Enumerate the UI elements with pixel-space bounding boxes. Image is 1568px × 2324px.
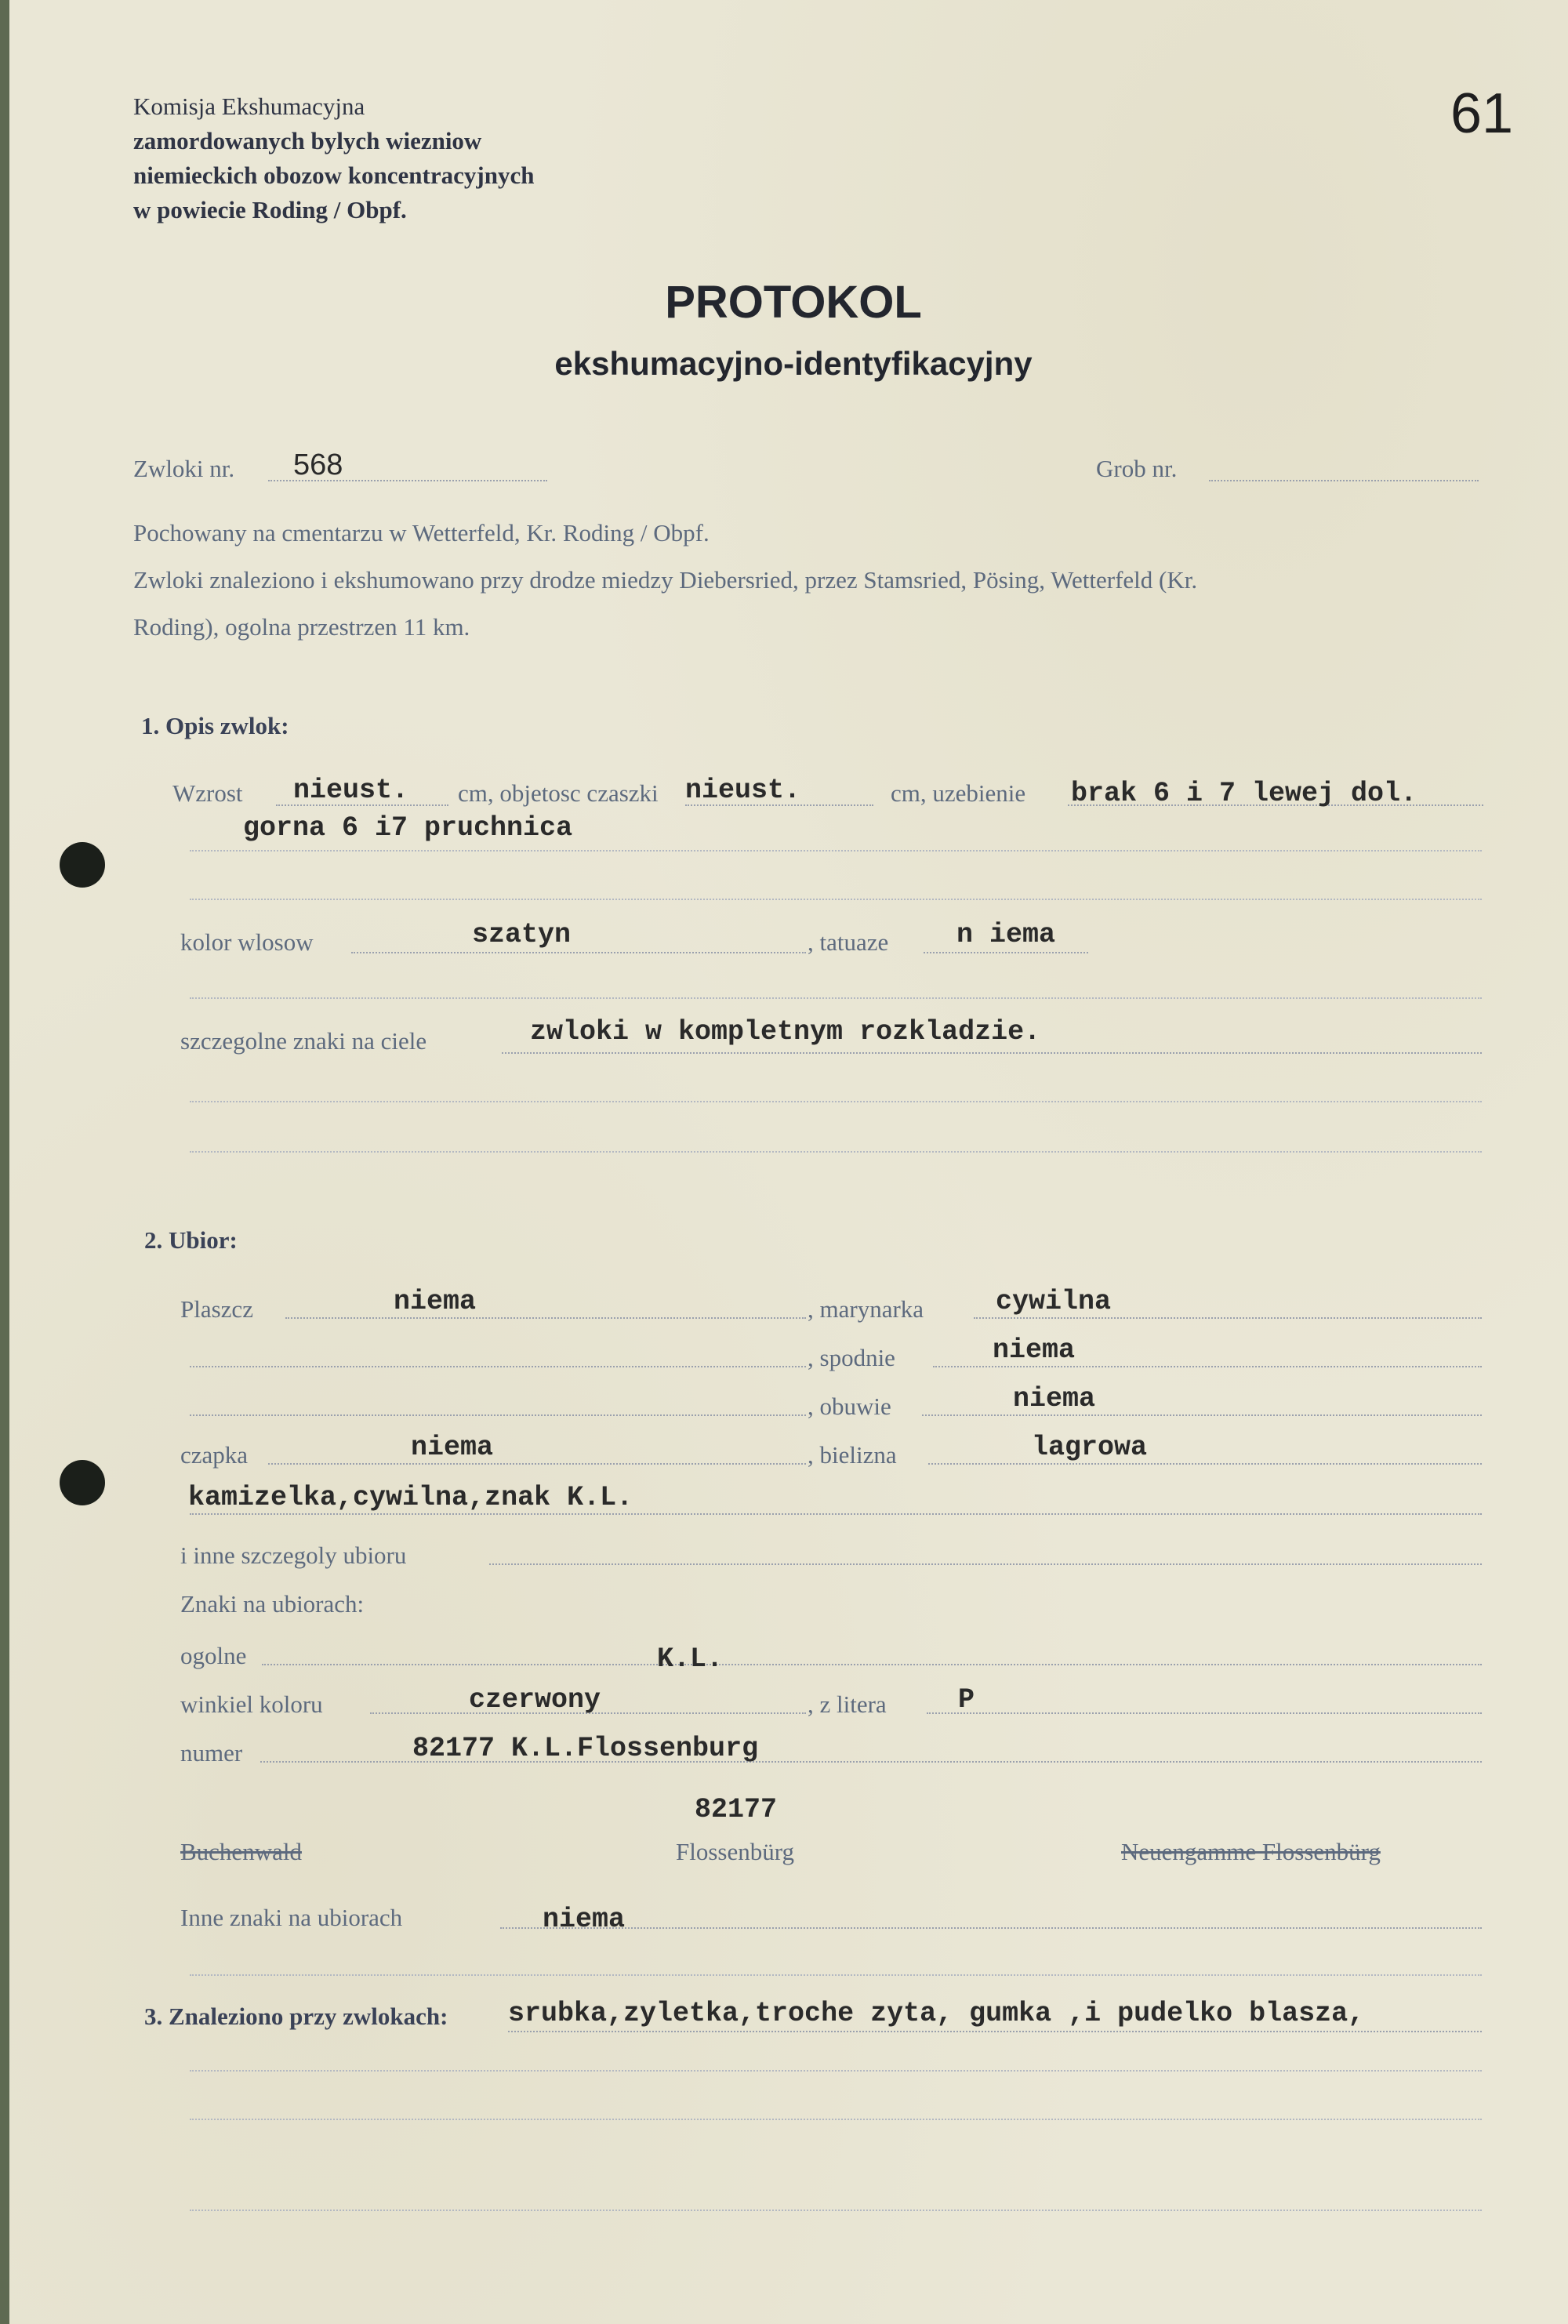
buchenwald-label: Buchenwald xyxy=(180,1838,302,1865)
litera-dots xyxy=(927,1712,1482,1714)
wzrost-value: nieust. xyxy=(293,775,409,806)
neuengamme-flossenburg-label: Neuengamme Flossenbürg xyxy=(1121,1838,1381,1865)
wzrost-label: Wzrost xyxy=(172,779,243,807)
inne-znaki-value: niema xyxy=(543,1904,626,1935)
ogolne-value: K.L. xyxy=(657,1643,724,1675)
found-text-line-1: Zwloki znaleziono i ekshumowano przy drodze miedzy Diebersried, przez Stamsried, Pösing, Wetterfeld (Kr. xyxy=(133,566,1198,594)
inne-szczegoly-label: i inne szczegoly ubioru xyxy=(180,1541,407,1569)
section-2-heading: 2. Ubior: xyxy=(144,1226,238,1254)
winkiel-label: winkiel koloru xyxy=(180,1690,323,1718)
burial-text: Pochowany na cmentarzu w Wetterfeld, Kr. Roding / Obpf. xyxy=(133,519,710,547)
litera-value: P xyxy=(958,1684,975,1716)
plaszcz-value: niema xyxy=(394,1286,477,1317)
flossenburg-label: Flossenbürg xyxy=(676,1838,795,1865)
ogolne-dots xyxy=(262,1664,1482,1665)
numer-value: 82177 K.L.Flossenburg xyxy=(412,1733,759,1764)
numer-label: numer xyxy=(180,1739,243,1767)
bielizna-value: lagrowa xyxy=(1032,1432,1148,1463)
obuwie-left-dots xyxy=(190,1414,806,1416)
punch-hole-bottom xyxy=(60,1460,105,1505)
cm-uzebienie-label: cm, uzebienie xyxy=(891,779,1026,807)
section-1-heading: 1. Opis zwlok: xyxy=(141,712,289,739)
zwloki-value: 568 xyxy=(293,448,343,481)
kolor-wlosow-value: szatyn xyxy=(472,919,572,950)
uzebienie-line-2 xyxy=(190,899,1482,900)
grob-dots xyxy=(1209,480,1479,481)
ogolne-label: ogolne xyxy=(180,1642,247,1669)
section-3-heading: 3. Znaleziono przy zwlokach: xyxy=(144,2003,448,2030)
kolor-wlosow-label: kolor wlosow xyxy=(180,928,314,956)
plaszcz-label: Plaszcz xyxy=(180,1295,253,1323)
spodnie-dots xyxy=(933,1366,1482,1367)
obuwie-label: , obuwie xyxy=(808,1393,891,1420)
kolor-wlosow-dots xyxy=(351,952,806,953)
czapka-dots xyxy=(268,1463,806,1465)
znaki-line-2 xyxy=(190,1151,1482,1153)
znaleziono-dots xyxy=(508,2031,1482,2032)
found-text-line-2: Roding), ogolna przestrzen 11 km. xyxy=(133,613,470,641)
spodnie-label: , spodnie xyxy=(808,1344,895,1371)
czaszka-dots xyxy=(685,804,873,806)
uzebienie-line-1 xyxy=(190,850,1482,852)
obuwie-value: niema xyxy=(1013,1383,1096,1414)
inne-znaki-line xyxy=(190,1974,1482,1976)
page-number: 61 xyxy=(1450,82,1514,145)
znaleziono-line-1 xyxy=(190,2070,1482,2072)
znaleziono-value: srubka,zyletka,troche zyta, gumka ,i pudelko blasza, xyxy=(508,1998,1365,2029)
punch-hole-top xyxy=(60,842,105,888)
document-page xyxy=(9,0,1568,2324)
document-title: PROTOKOL xyxy=(665,277,922,328)
marynarka-label: , marynarka xyxy=(808,1295,924,1323)
kamizelka-value: kamizelka,cywilna,znak K.L. xyxy=(188,1482,633,1513)
szczegolne-znaki-dots xyxy=(502,1052,1482,1054)
bielizna-label: , bielizna xyxy=(808,1441,897,1469)
inne-znaki-label: Inne znaki na ubiorach xyxy=(180,1904,403,1931)
bielizna-dots xyxy=(928,1463,1482,1465)
commission-line-3: niemieckich obozow koncentracyjnych xyxy=(133,162,535,189)
szczegolne-znaki-value: zwloki w kompletnym rozkladzie. xyxy=(530,1016,1041,1048)
czapka-value: niema xyxy=(411,1432,494,1463)
tatuaze-dots xyxy=(924,952,1088,953)
commission-line-2: zamordowanych bylych wiezniow xyxy=(133,127,482,154)
cm-objetosc-label: cm, objetosc czaszki xyxy=(458,779,659,807)
marynarka-value: cywilna xyxy=(996,1286,1112,1317)
inne-szczegoly-dots xyxy=(489,1563,1482,1565)
commission-line-4: w powiecie Roding / Obpf. xyxy=(133,196,407,223)
czapka-label: czapka xyxy=(180,1441,249,1469)
kolor-line xyxy=(190,997,1482,999)
winkiel-value: czerwony xyxy=(469,1684,601,1716)
zwloki-label: Zwloki nr. xyxy=(133,455,235,482)
kamizelka-dots xyxy=(190,1513,1482,1515)
numer-second-value: 82177 xyxy=(695,1794,778,1825)
szczegolne-znaki-label: szczegolne znaki na ciele xyxy=(180,1027,427,1055)
znaleziono-line-3 xyxy=(190,2210,1482,2211)
znaki-line-1 xyxy=(190,1101,1482,1102)
obuwie-dots xyxy=(922,1414,1482,1416)
plaszcz-dots xyxy=(285,1317,806,1319)
uzebienie-continuation: gorna 6 i7 pruchnica xyxy=(243,812,573,844)
znaki-na-ubiorach-label: Znaki na ubiorach: xyxy=(180,1590,365,1618)
uzebienie-value: brak 6 i 7 lewej dol. xyxy=(1071,778,1417,809)
grob-label: Grob nr. xyxy=(1096,455,1178,482)
znaleziono-line-2 xyxy=(190,2119,1482,2120)
marynarka-dots xyxy=(974,1317,1482,1319)
tatuaze-label: , tatuaze xyxy=(808,928,889,956)
czaszka-value: nieust. xyxy=(685,775,801,806)
document-subtitle: ekshumacyjno-identyfikacyjny xyxy=(554,345,1033,382)
spodnie-value: niema xyxy=(993,1334,1076,1366)
inne-znaki-dots xyxy=(500,1927,1482,1929)
tatuaze-value: n iema xyxy=(956,919,1056,950)
litera-label: , z litera xyxy=(808,1690,887,1718)
commission-line-1: Komisja Ekshumacyjna xyxy=(133,93,365,120)
spodnie-left-dots xyxy=(190,1366,806,1367)
